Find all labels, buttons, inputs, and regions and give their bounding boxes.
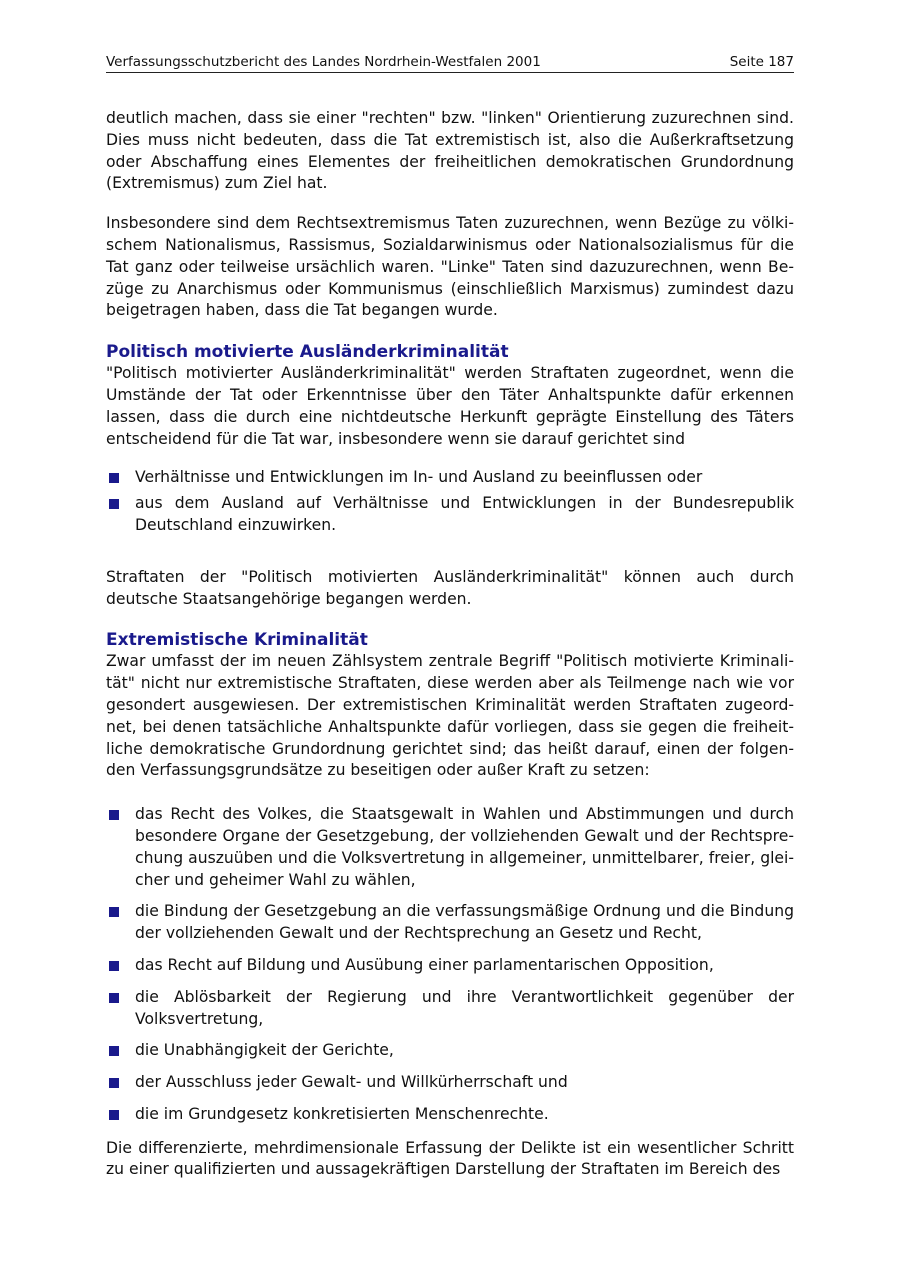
list-item-text: die Unabhängigkeit der Gerichte, (135, 1041, 394, 1060)
section1-bullet-list (106, 467, 794, 536)
paragraph-1: deutlich machen, dass sie einer "rechten" bzw. "linken" Orientierung zuzurechnen sind. Dies muss nicht bedeuten, dass die Tat extremistisch ist, also die Außerkraftsetzung oder Abschaffung eines Elementes der freiheitlichen demokratischen Grundordnung (Extremismus) zum Ziel hat. (106, 109, 794, 193)
square-bullet-icon (109, 499, 119, 509)
list-item-text: Verhältnisse und Entwicklungen im In- und Ausland zu beeinflussen oder (135, 468, 703, 487)
section-heading-auslaenderkriminalitaet: Politisch motivierte Ausländerkriminalität (106, 342, 509, 363)
square-bullet-icon (109, 473, 119, 483)
square-bullet-icon (109, 907, 119, 917)
body-text (106, 108, 794, 1181)
list-item-text: die Ablösbarkeit der Regierung und ihre Verantwortlichkeit gegenüber der Volksvertretung, (135, 987, 794, 1028)
page-number: Seite 187 (729, 54, 794, 70)
list-item-text: aus dem Ausland auf Verhältnisse und Entwicklungen in der Bundesrepublik Deutschland einzuwirken. (135, 494, 794, 534)
list-item (106, 1040, 794, 1062)
section2-outro: Die differenzierte, mehrdimensionale Erfassung der Delikte ist ein wesentlicher Schritt zu einer qualifizierten und aussagekräftigen Darstellung der Straftaten im Bereich des (106, 1138, 794, 1179)
list-item (106, 987, 794, 1031)
list-item (106, 493, 794, 537)
list-item-text: die Bindung der Gesetzgebung an die verfassungsmäßige Ordnung und die Bindung der vollziehenden Gewalt und der Rechtsprechung an Gesetz und Recht, (135, 902, 794, 943)
square-bullet-icon (109, 810, 119, 820)
list-item (106, 901, 794, 945)
section1-outro: Straftaten der "Politisch motivierten Ausländerkriminalität" können auch durch deutsche Staatsangehörige begangen werden. (106, 567, 794, 608)
running-header (106, 52, 794, 73)
list-item (106, 1072, 794, 1094)
header-title: Verfassungsschutzbericht des Landes Nordrhein-Westfalen 2001 (106, 54, 541, 70)
square-bullet-icon (109, 1078, 119, 1088)
section-heading-extremistische-kriminalitaet: Extremistische Kriminalität (106, 630, 368, 651)
paragraph-2: Insbesondere sind dem Rechtsextremismus Taten zuzurechnen, wenn Bezüge zu völkischem Nationalismus, Rassismus, Sozialdarwinismus oder Nationalsozialismus für die Tat ganz oder teilweise ursächlich waren. "Linke" Taten sind dazuzurechnen, wenn Bezüge zu Anarchismus oder Kommunismus (einschließlich Marxismus) zumindest dazu beigetragen haben, dass die Tat begangen wurde. (106, 214, 794, 320)
square-bullet-icon (109, 993, 119, 1003)
section2-intro: Zwar umfasst der im neuen Zählsystem zentrale Begriff "Politisch motivierte Kriminalität" nicht nur extremistische Straftaten, diese werden aber als Teilmenge nach wie vor gesondert ausgewiesen. Der extremistischen Kriminalität werden Straftaten zugeordnet, bei denen tatsächliche Anhaltspunkte dafür vorliegen, dass sie gegen die freiheitliche demokratische Grundordnung gerichtet sind; das heißt darauf, einen der folgenden Verfassungsgrundsätze zu beseitigen oder außer Kraft zu setzen: (106, 652, 794, 780)
square-bullet-icon (109, 961, 119, 971)
section1-intro: "Politisch motivierter Ausländerkriminalität" werden Straftaten zugeordnet, wenn die Umstände der Tat oder Erkenntnisse über den Täter Anhaltspunkte dafür erkennen lassen, dass die durch eine nichtdeutsche Herkunft geprägte Einstellung des Täters entscheidend für die Tat war, insbesondere wenn sie darauf gerichtet sind (106, 364, 794, 448)
list-item-text: das Recht des Volkes, die Staatsgewalt in Wahlen und Abstimmungen und durch besondere Organe der Gesetzgebung, der vollziehenden Gewalt und der Rechtsprechung auszuüben und die Volksvertretung in allgemeiner, unmittelbarer, freier, gleicher und geheimer Wahl zu wählen, (135, 805, 794, 889)
list-item (106, 955, 794, 977)
list-item-text: das Recht auf Bildung und Ausübung einer parlamentarischen Opposition, (135, 955, 714, 974)
square-bullet-icon (109, 1046, 119, 1056)
square-bullet-icon (109, 1110, 119, 1120)
list-item-text: die im Grundgesetz konkretisierten Menschenrechte. (135, 1104, 549, 1123)
list-item (106, 1104, 794, 1126)
list-item (106, 804, 794, 891)
section2-bullet-list (106, 804, 794, 1126)
list-item-text: der Ausschluss jeder Gewalt- und Willkürherrschaft und (135, 1073, 568, 1092)
list-item (106, 467, 794, 489)
